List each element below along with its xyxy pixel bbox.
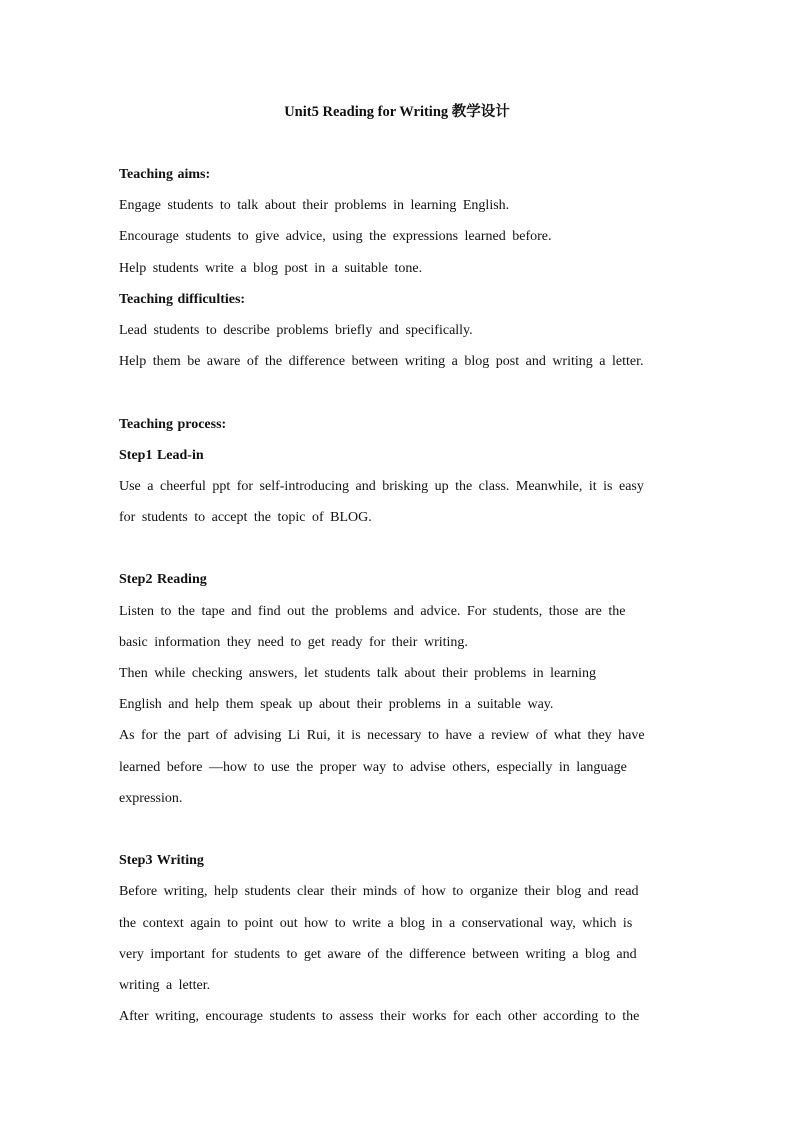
step2-line: learned before —how to use the proper way to advise others, especially in language (119, 759, 627, 775)
step3-line: After writing, encourage students to assess their works for each other according to the (119, 1009, 640, 1025)
teaching-aims-heading: Teaching aims: (119, 167, 211, 182)
step2-heading: Step2 Reading (119, 572, 207, 588)
step1-heading: Step1 Lead-in (119, 447, 204, 463)
step2-line: basic information they need to get ready for their writing. (119, 634, 468, 650)
step2-line: English and help them speak up about their problems in a suitable way. (119, 697, 554, 713)
blank-line (119, 382, 679, 413)
aims-line: Engage students to talk about their problems in learning English. (119, 198, 510, 214)
step3-heading: Step3 Writing (119, 853, 204, 869)
step2-line: Listen to the tape and find out the problems and advice. For students, those are the (119, 603, 626, 619)
document-title: Unit5 Reading for Writing 教学设计 (284, 104, 510, 120)
step2-line: expression. (119, 790, 183, 806)
step3-line: the context again to point out how to write a blog in a conservational way, which is (119, 915, 633, 931)
blank-line (119, 819, 679, 850)
step3-line: Before writing, help students clear their minds of how to organize their blog and read (119, 884, 639, 900)
step1-line: Use a cheerful ppt for self-introducing and brisking up the class. Meanwhile, it is easy (119, 478, 644, 494)
step3-line: very important for students to get aware of the difference between writing a blog and (119, 946, 637, 962)
difficulties-line: Help them be aware of the difference between writing a blog post and writing a letter. (119, 354, 644, 370)
step2-line: Then while checking answers, let students talk about their problems in learning (119, 666, 596, 681)
step1-line: for students to accept the topic of BLOG. (119, 510, 372, 526)
document-body (119, 164, 679, 1037)
aims-line: Help students write a blog post in a suitable tone. (119, 260, 423, 276)
difficulties-line: Lead students to describe problems briefly and specifically. (119, 322, 473, 338)
teaching-process-heading: Teaching process: (119, 416, 227, 432)
teaching-difficulties-heading: Teaching difficulties: (119, 291, 246, 307)
step2-line: As for the part of advising Li Rui, it is necessary to have a review of what they have (119, 728, 645, 744)
blank-line (119, 538, 679, 569)
step3-line: writing a letter. (119, 977, 211, 993)
aims-line: Encourage students to give advice, using the expressions learned before. (119, 229, 552, 245)
